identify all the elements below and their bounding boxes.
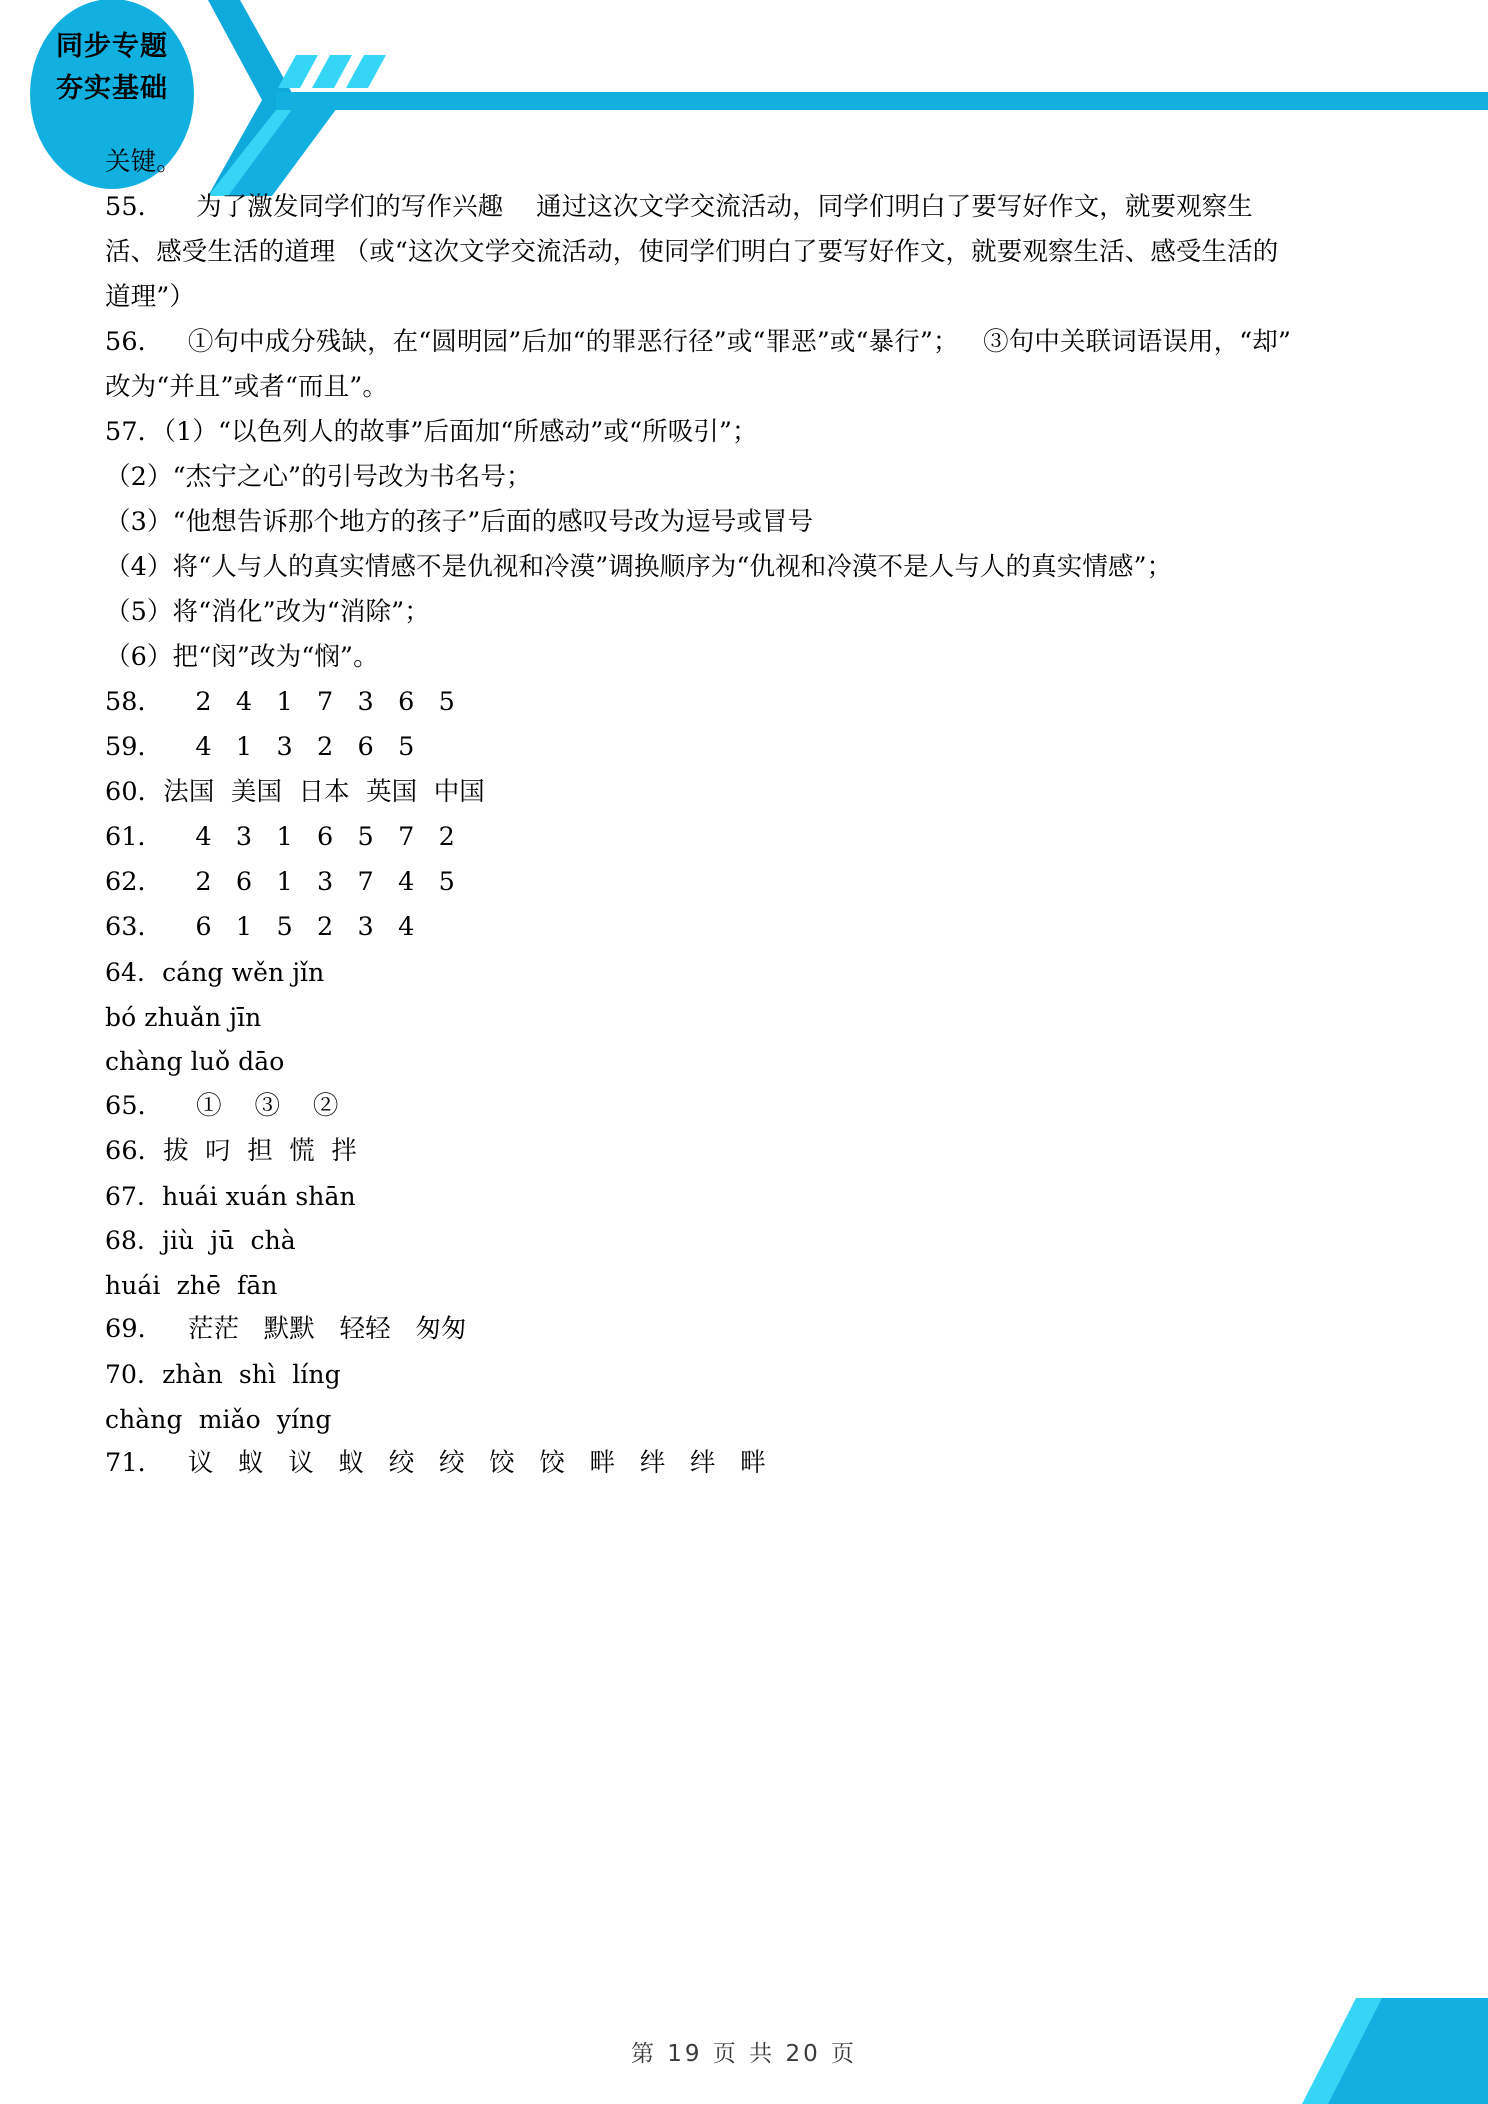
answer-line-71: 71． 议 蚁 议 蚁 绞 绞 饺 饺 畔 绊 绊 畔 bbox=[105, 1448, 766, 1478]
answer-line-64: 64．cáng wěn jǐn bbox=[105, 958, 325, 987]
answer-line-59: 59． 4 1 3 2 6 5 bbox=[105, 732, 415, 762]
answer-line-57-5: （5）将“消化”改为“消除”； bbox=[105, 597, 430, 627]
answer-line-57-4: （4）将“人与人的真实情感不是仇视和冷漠”调换顺序为“仇视和冷漠不是人与人的真实情感”； bbox=[105, 552, 1173, 582]
answer-line-69: 69． 茫茫 默默 轻轻 匆匆 bbox=[105, 1314, 467, 1344]
answer-line-64-cont-2: chàng luǒ dāo bbox=[105, 1047, 285, 1076]
answer-line-55: 55． 为了激发同学们的写作兴趣 通过这次文学交流活动，同学们明白了要写好作文，就要观察生 bbox=[105, 192, 1253, 222]
answer-line-70-cont: chàng miǎo yíng bbox=[105, 1404, 332, 1434]
footer-corner-graphic bbox=[1280, 1940, 1488, 2104]
header-badge-label bbox=[38, 26, 186, 110]
page-number: 第 19 页 共 20 页 bbox=[630, 2041, 858, 2067]
answer-line-63: 63． 6 1 5 2 3 4 bbox=[105, 912, 415, 942]
answer-line-55-cont-1: 活、感受生活的道理 （或“这次文学交流活动，使同学们明白了要写好作文，就要观察生活、感受生活的 bbox=[105, 237, 1279, 267]
answer-line-60: 60．法国 美国 日本 英国 中国 bbox=[105, 777, 485, 807]
answer-line-57-1: 57．（1）“以色列人的故事”后面加“所感动”或“所吸引”； bbox=[105, 417, 758, 447]
answer-line-57-6: （6）把“闵”改为“悯”。 bbox=[105, 642, 379, 672]
header-dash-2 bbox=[312, 55, 352, 88]
answer-line-66: 66．拔 叼 担 慌 拌 bbox=[105, 1135, 357, 1166]
answer-key-body bbox=[0, 147, 1488, 1496]
answer-line-70: 70．zhàn shì líng bbox=[105, 1360, 341, 1389]
answer-line-57-3: （3）“他想告诉那个地方的孩子”后面的感叹号改为逗号或冒号 bbox=[105, 507, 814, 537]
header-dash-3 bbox=[346, 55, 386, 88]
header-dash-1 bbox=[278, 55, 318, 88]
answer-line-65: 65． ① ③ ② bbox=[105, 1090, 339, 1121]
answer-line-68-cont: huái zhē fān bbox=[105, 1270, 278, 1300]
answer-line-62: 62． 2 6 1 3 7 4 5 bbox=[105, 867, 455, 897]
answer-line-56-cont: 改为“并且”或者“而且”。 bbox=[105, 372, 388, 402]
footer-corner-decoration bbox=[1280, 1940, 1488, 2104]
header-rule-bar bbox=[276, 92, 1488, 110]
answer-line-61: 61． 4 3 1 6 5 7 2 bbox=[105, 822, 455, 852]
header-badge-line-1: 同步专题 bbox=[56, 31, 168, 62]
answer-line-67: 67．huái xuán shān bbox=[105, 1181, 356, 1211]
answer-line-68: 68．jiù jū chà bbox=[105, 1226, 296, 1255]
answer-line-55-cont-2: 道理”） bbox=[105, 282, 195, 312]
answer-line-57-2: （2）“杰宁之心”的引号改为书名号； bbox=[105, 462, 532, 492]
header-badge-line-2: 夯实基础 bbox=[56, 72, 168, 104]
answer-line-58: 58． 2 4 1 7 3 6 5 bbox=[105, 687, 455, 717]
answer-line: 关键。 bbox=[105, 147, 182, 177]
answer-line-56: 56． ①句中成分残缺，在“圆明园”后加“的罪恶行径”或“罪恶”或“暴行”； ③句中关联词语误用，“却” bbox=[105, 327, 1292, 357]
answer-line-64-cont-1: bó zhuǎn jīn bbox=[105, 1002, 262, 1032]
